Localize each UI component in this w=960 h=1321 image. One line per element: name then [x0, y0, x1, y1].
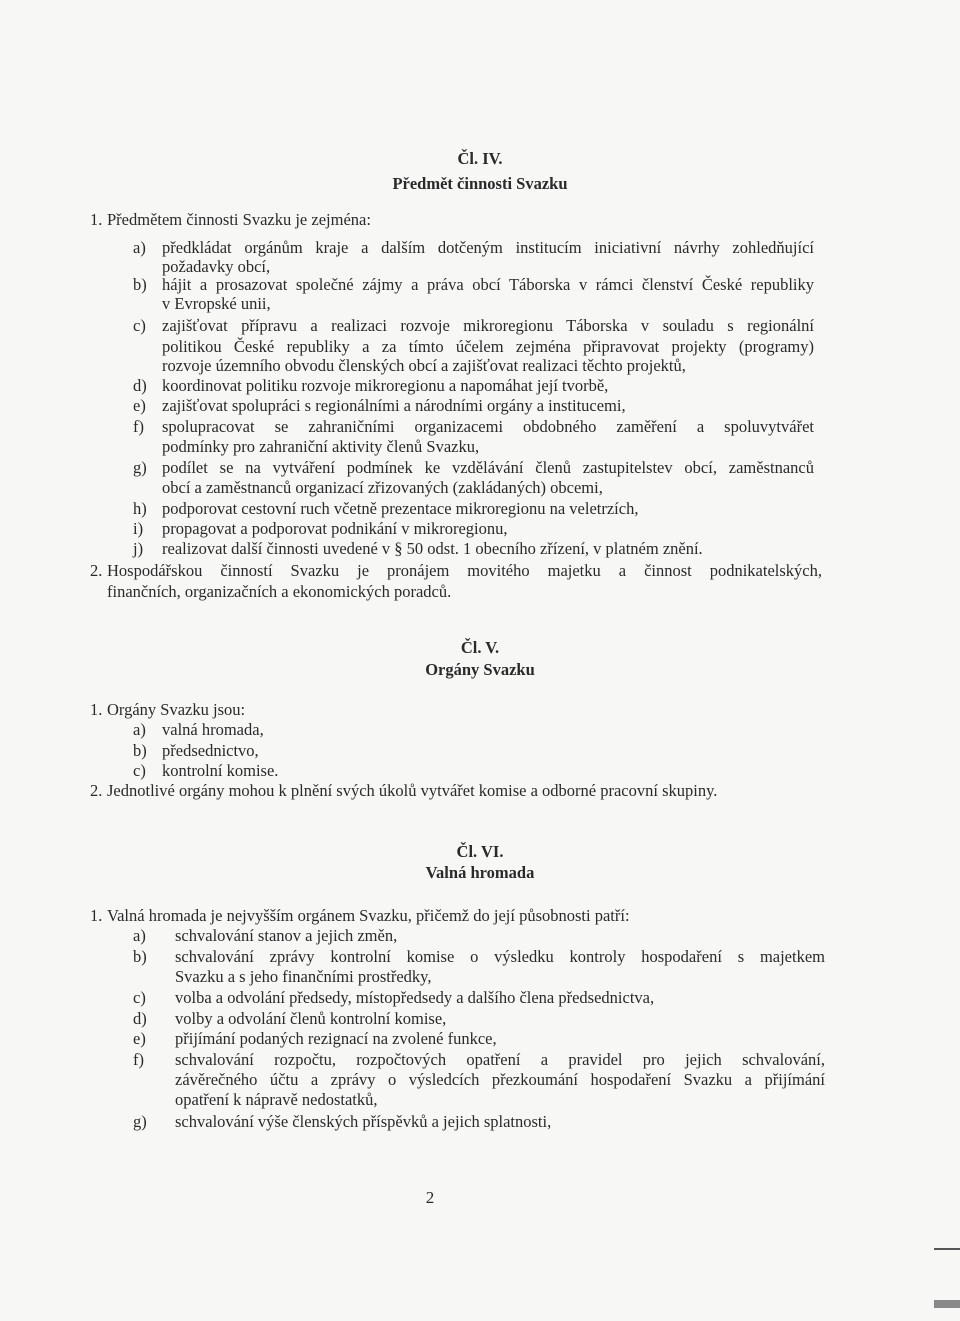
- list-item-line: v Evropské unii,: [162, 294, 271, 313]
- list-item-line: hájit a prosazovat společné zájmy a práva obcí Táborska v rámci členství České republiky: [162, 275, 814, 294]
- article-5-subtitle: Orgány Svazku: [425, 660, 535, 679]
- list-marker: d): [133, 1009, 147, 1028]
- paragraph-text: Jednotlivé orgány mohou k plnění svých úkolů vytvářet komise a odborné pracovní skupiny.: [107, 781, 718, 800]
- list-marker: c): [133, 316, 146, 335]
- list-item-line: valná hromada,: [162, 720, 264, 739]
- list-marker: g): [133, 1112, 147, 1131]
- list-marker: e): [133, 396, 146, 415]
- list-item-line: podporovat cestovní ruch včetně prezentace mikroregionu na veletrzích,: [162, 499, 639, 518]
- paragraph-number: 1.: [90, 906, 103, 925]
- list-item-line: závěrečného účtu a zprávy o výsledcích přezkoumání hospodaření Svazku a přijímání: [175, 1070, 825, 1089]
- article-5-title: Čl. V.: [460, 638, 500, 657]
- list-marker: a): [133, 238, 146, 257]
- list-item-line: zajišťovat spolupráci s regionálními a národními orgány a institucemi,: [162, 396, 626, 415]
- list-marker: d): [133, 376, 147, 395]
- list-marker: b): [133, 947, 147, 966]
- list-marker: f): [133, 1050, 144, 1069]
- paragraph-text: Orgány Svazku jsou:: [107, 700, 246, 719]
- paragraph-text: finančních, organizačních a ekonomických poradců.: [107, 582, 452, 601]
- list-item-line: požadavky obcí,: [162, 257, 271, 276]
- list-marker: f): [133, 417, 144, 436]
- list-item-line: propagovat a podporovat podnikání v mikroregionu,: [162, 519, 508, 538]
- list-marker: j): [133, 539, 144, 558]
- scan-edge-mark: [934, 1248, 960, 1250]
- paragraph-number: 1.: [90, 210, 103, 229]
- list-item-line: zajišťovat přípravu a realizaci rozvoje mikroregionu Táborska v souladu s regionální: [162, 316, 814, 335]
- list-item-line: kontrolní komise.: [162, 761, 279, 780]
- list-marker: a): [133, 720, 146, 739]
- list-marker: h): [133, 499, 147, 518]
- list-item-line: schvalování stanov a jejich změn,: [175, 926, 398, 945]
- list-marker: c): [133, 761, 146, 780]
- paragraph-number: 1.: [90, 700, 103, 719]
- list-item-line: politikou České republiky a za tímto účelem zejména připravovat projekty (programy): [162, 337, 814, 356]
- paragraph-text: Hospodářskou činností Svazku je pronájem movitého majetku a činnost podnikatelských,: [107, 561, 822, 580]
- list-marker: e): [133, 1029, 146, 1048]
- list-item-line: koordinovat politiku rozvoje mikroregionu a napomáhat její tvorbě,: [162, 376, 609, 395]
- list-item-line: opatření k nápravě nedostatků,: [175, 1090, 378, 1109]
- list-item-line: spolupracovat se zahraničními organizacemi obdobného zaměření a spoluvytvářet: [162, 417, 814, 436]
- list-item-line: Svazku a s jeho finančními prostředky,: [175, 967, 432, 986]
- list-marker: i): [133, 519, 144, 538]
- list-item-line: volby a odvolání členů kontrolní komise,: [175, 1009, 447, 1028]
- list-item-line: předkládat orgánům kraje a dalším dotčeným institucím iniciativní návrhy zohledňující: [162, 238, 814, 257]
- list-item-line: přijímání podaných rezignací na zvolené funkce,: [175, 1029, 497, 1048]
- article-4-subtitle: Předmět činnosti Svazku: [392, 174, 568, 193]
- list-item-line: volba a odvolání předsedy, místopředsedy a dalšího člena předsednictva,: [175, 988, 655, 1007]
- article-4-title: Čl. IV.: [457, 149, 503, 168]
- scan-edge-mark: [934, 1300, 960, 1308]
- list-marker: c): [133, 988, 146, 1007]
- list-item-line: rozvoje územního obvodu členských obcí a zajišťovat realizaci těchto projektů,: [162, 356, 686, 375]
- paragraph-number: 2.: [90, 781, 103, 800]
- paragraph-number: 2.: [90, 561, 103, 580]
- list-item-line: schvalování zprávy kontrolní komise o výsledku kontroly hospodaření s majetkem: [175, 947, 825, 966]
- list-item-line: realizovat další činnosti uvedené v § 50 odst. 1 obecního zřízení, v platném znění.: [162, 539, 703, 558]
- list-item-line: schvalování výše členských příspěvků a jejich splatnosti,: [175, 1112, 552, 1131]
- list-marker: b): [133, 275, 147, 294]
- paragraph-text: Předmětem činnosti Svazku je zejména:: [107, 210, 371, 229]
- list-marker: g): [133, 458, 147, 477]
- page-number: 2: [425, 1188, 435, 1207]
- paragraph-text: Valná hromada je nejvyšším orgánem Svazku, přičemž do její působnosti patří:: [107, 906, 630, 925]
- list-marker: b): [133, 741, 147, 760]
- list-item-line: obcí a zaměstnanců organizací zřizovaných (zakládaných) obcemi,: [162, 478, 603, 497]
- list-item-line: schvalování rozpočtu, rozpočtových opatření a pravidel pro jejich schvalování,: [175, 1050, 825, 1069]
- list-item-line: předsednictvo,: [162, 741, 259, 760]
- article-6-title: Čl. VI.: [456, 842, 504, 861]
- list-item-line: podílet se na vytváření podmínek ke vzdělávání členů zastupitelstev obcí, zaměstnanců: [162, 458, 814, 477]
- list-marker: a): [133, 926, 146, 945]
- article-6-subtitle: Valná hromada: [425, 863, 535, 882]
- list-item-line: podmínky pro zahraniční aktivity členů Svazku,: [162, 437, 480, 456]
